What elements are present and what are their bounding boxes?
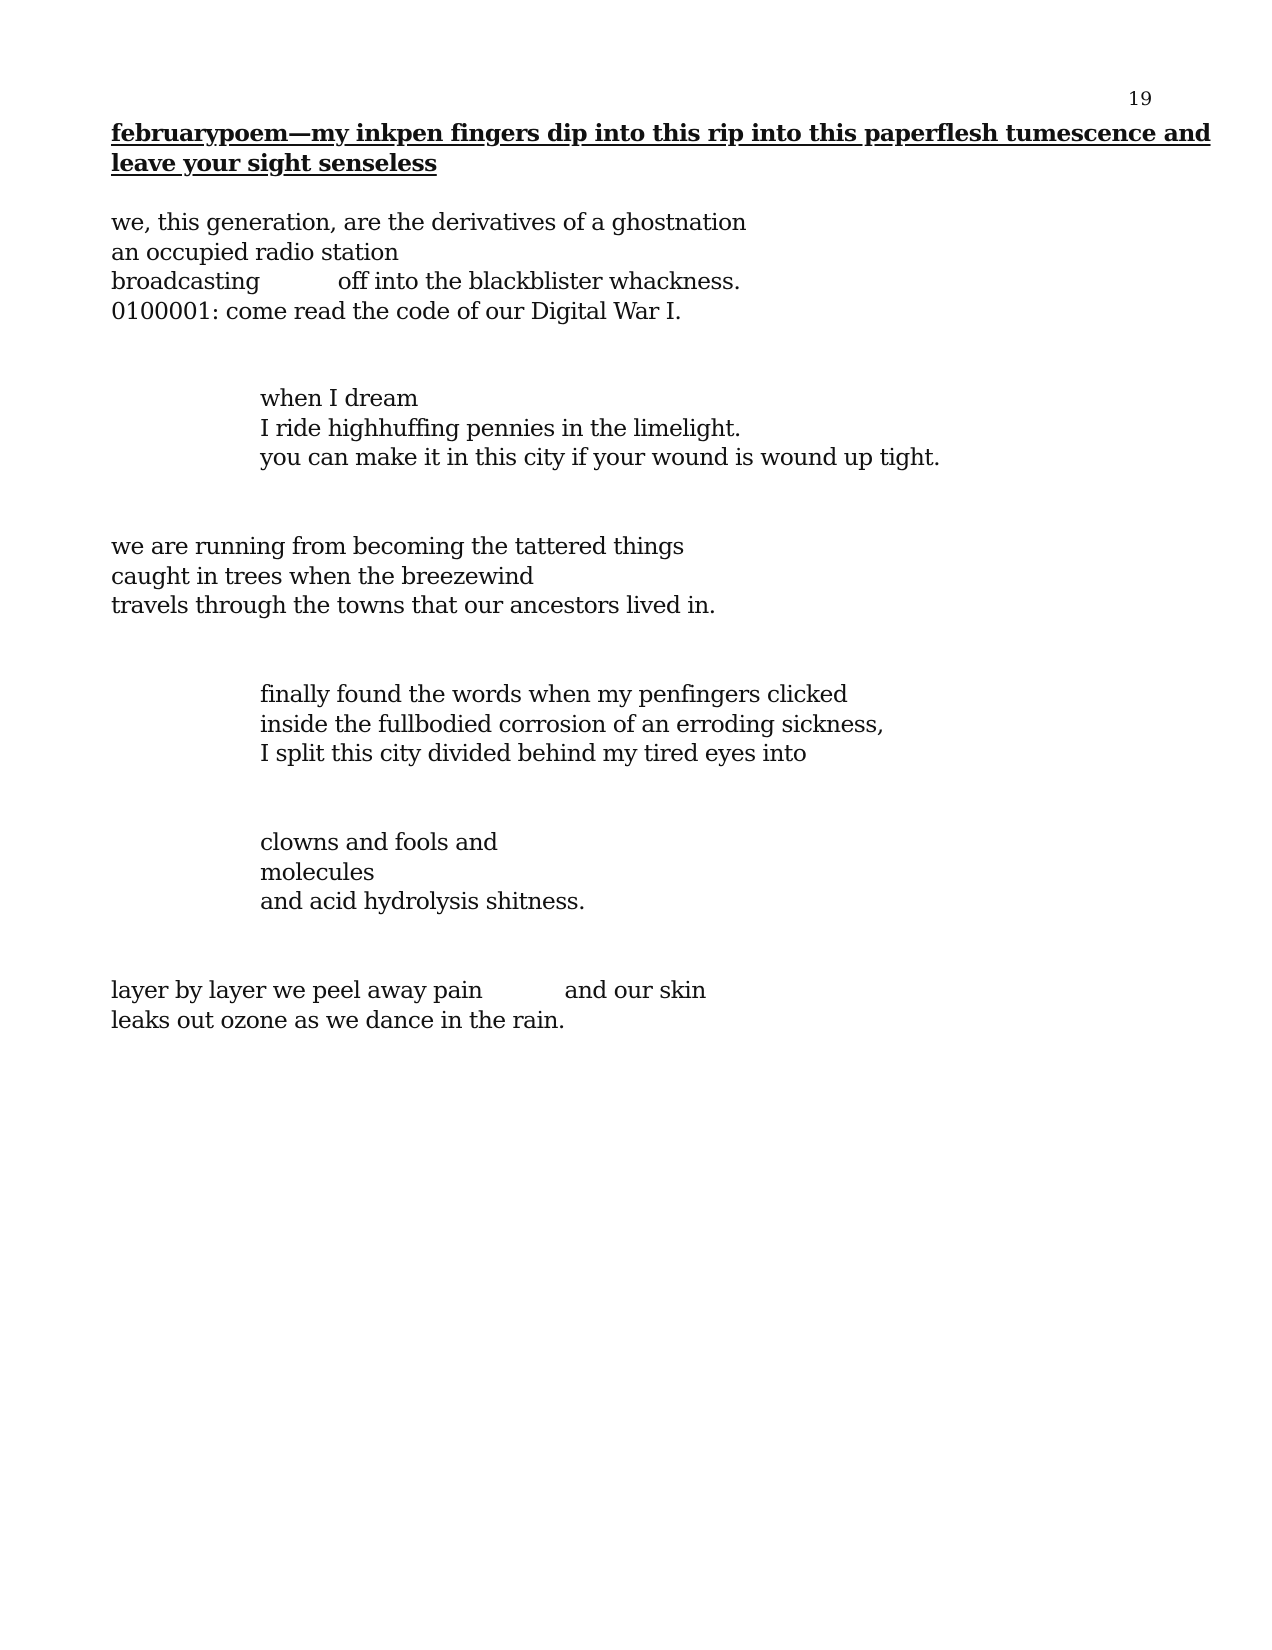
stanza-4: [260, 680, 884, 769]
stanza-line: we, this generation, are the derivatives of a ghostnation: [111, 208, 747, 236]
stanza-line: an occupied radio station: [111, 237, 399, 266]
stanza-line: molecules: [260, 857, 375, 886]
stanza-line-with-gap: [111, 267, 746, 297]
stanza-6: [111, 976, 706, 1035]
stanza-line: I split this city divided behind my tired eyes into: [260, 739, 807, 767]
stanza-line: inside the fullbodied corrosion of an erroding sickness,: [260, 709, 884, 738]
stanza-line: and acid hydrolysis shitness.: [260, 887, 585, 915]
line-fragment: layer by layer we peel away pain: [111, 976, 483, 1004]
stanza-line: travels through the towns that our ancestors lived in.: [111, 591, 716, 619]
stanza-line: we are running from becoming the tattered things: [111, 532, 684, 560]
stanza-line: when I dream: [260, 384, 418, 412]
poem-title: [111, 118, 1211, 178]
stanza-line: caught in trees when the breezewind: [111, 561, 534, 590]
poem-title-line-2: leave your sight senseless: [111, 149, 437, 177]
stanza-line: I ride highhuffing pennies in the limelight.: [260, 413, 741, 442]
stanza-1: [111, 208, 746, 326]
stanza-line: clowns and fools and: [260, 828, 498, 856]
stanza-2: [260, 384, 940, 473]
stanza-line-with-gap: [111, 976, 706, 1006]
stanza-5: [260, 828, 585, 917]
stanza-3: [111, 532, 716, 621]
page-number: 19: [1128, 88, 1153, 110]
stanza-line: finally found the words when my penfingers clicked: [260, 680, 848, 708]
stanza-line: 0100001: come read the code of our Digital War I.: [111, 296, 682, 325]
stanza-line: you can make it in this city if your wound is wound up tight.: [260, 443, 940, 471]
line-fragment: and our skin: [564, 976, 706, 1004]
line-fragment: broadcasting: [111, 267, 260, 295]
poem-title-line-1: februarypoem—my inkpen fingers dip into this rip into this paperflesh tumescence and: [111, 119, 1211, 147]
line-fragment: off into the blackblister whackness.: [337, 267, 741, 295]
stanza-line: leaks out ozone as we dance in the rain.: [111, 1005, 565, 1034]
